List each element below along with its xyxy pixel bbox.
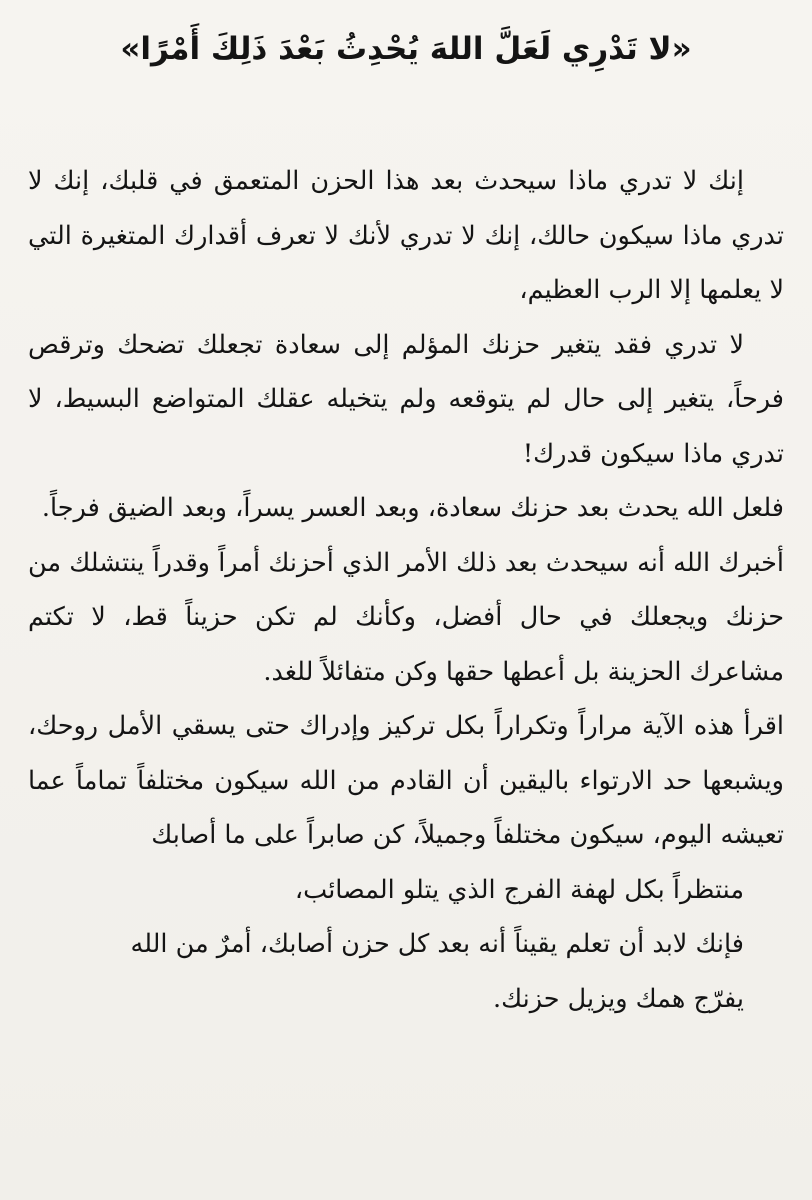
closing-line-2: فإنك لابد أن تعلم يقيناً أنه بعد كل حزن أصابك، أمرٌ من الله	[130, 929, 744, 959]
closing-block	[28, 863, 784, 1027]
paragraph-2: لا تدري فقد يتغير حزنك المؤلم إلى سعادة تجعلك تضحك وترقص فرحاً، يتغير إلى حال لم يتوقعه ولم يتخيله عقلك المتواضع البسيط، لا تدري ماذا سيكون قدرك!	[28, 329, 784, 469]
paragraph-3: فلعل الله يحدث بعد حزنك سعادة، وبعد العسر يسراً، وبعد الضيق فرجاً.	[41, 493, 784, 523]
body-text	[28, 154, 784, 1026]
closing-line-3: يفرّج همك ويزيل حزنك.	[493, 983, 744, 1014]
paragraph-4: أخبرك الله أنه سيحدث بعد ذلك الأمر الذي أحزنك أمراً وقدراً ينتشلك من حزنك ويجعلك في حال أفضل، وكأنك لم تكن حزيناً قط، لا تكتم مشاعرك الحزينة بل أعطها حقها وكن متفائلاً للغد.	[28, 547, 784, 687]
paragraph-1: إنك لا تدري ماذا سيحدث بعد هذا الحزن المتعمق في قلبك، إنك لا تدري ماذا سيكون حالك، إنك لا تدري لأنك لا تعرف أقدارك المتغيرة التي لا يعلمها إلا الرب العظيم،	[28, 166, 784, 305]
page-title: «لا تَدْرِي لَعَلَّ اللهَ يُحْدِثُ بَعْدَ ذَلِكَ أَمْرًا»	[120, 31, 692, 67]
paragraph-5: اقرأ هذه الآية مراراً وتكراراً بكل تركيز وإدراك حتى يسقي الأمل روحك، ويشبعها حد الارتواء باليقين أن القادم من الله سيكون مختلفاً تماماً عما تعيشه اليوم، سيكون مختلفاً وجميلاً، كن صابراً على ما أصابك	[28, 711, 784, 850]
closing-line-1: منتظراً بكل لهفة الفرج الذي يتلو المصائب،	[294, 874, 744, 905]
